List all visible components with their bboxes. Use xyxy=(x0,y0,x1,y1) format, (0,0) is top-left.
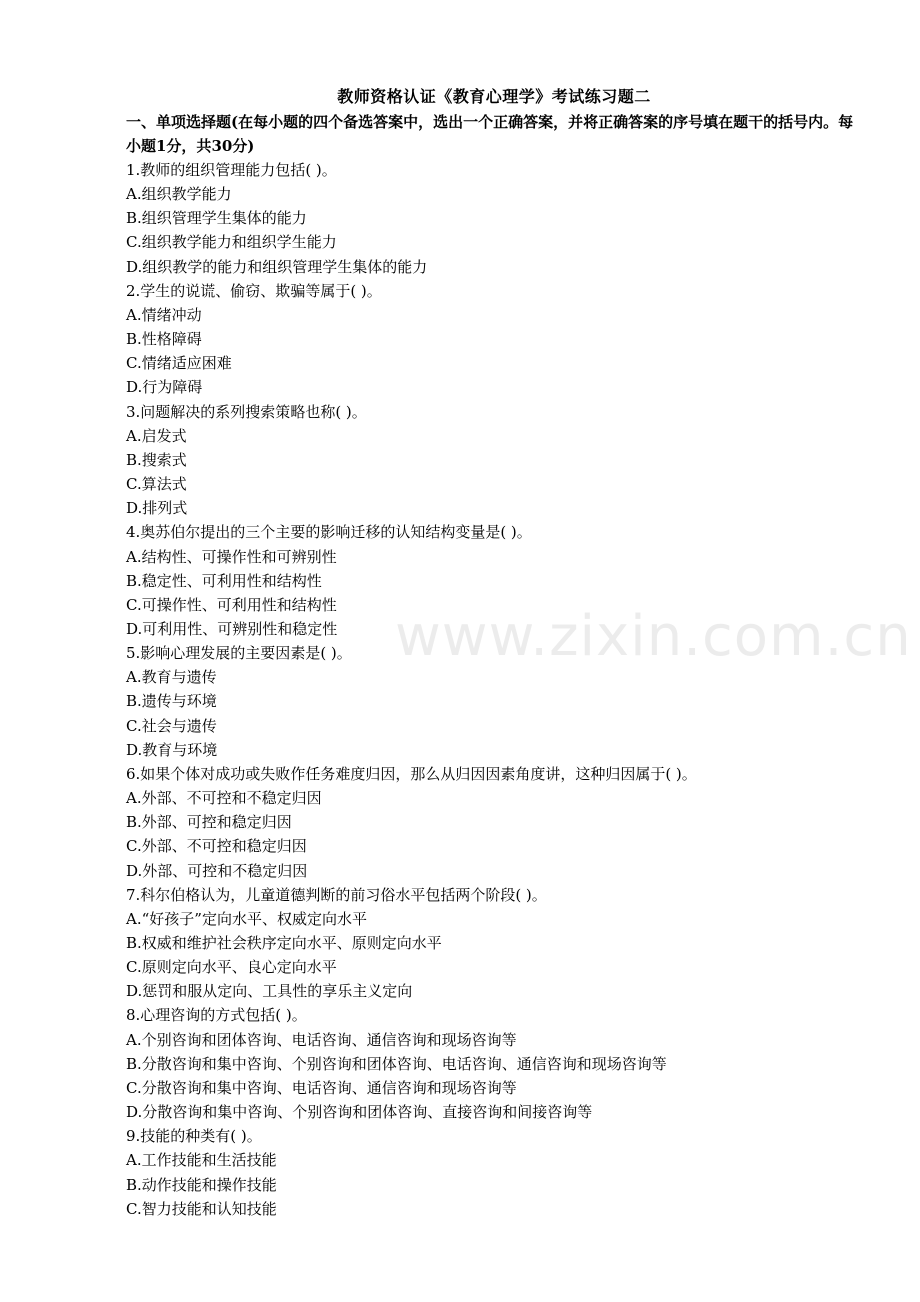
answer-option: B.稳定性、可利用性和结构性 xyxy=(126,571,322,590)
question-item xyxy=(126,400,862,521)
question-stem: 1.教师的组织管理能力包括( )。 xyxy=(126,161,337,179)
answer-option: D.排列式 xyxy=(126,499,188,518)
question-item xyxy=(126,1003,862,1124)
question-item xyxy=(126,520,862,641)
answer-option: D.组织教学的能力和组织管理学生集体的能力 xyxy=(126,257,428,276)
answer-option: C.分散咨询和集中咨询、电话咨询、通信咨询和现场咨询等 xyxy=(126,1078,517,1097)
answer-option: B.分散咨询和集中咨询、个别咨询和团体咨询、电话咨询、通信咨询和现场咨询等 xyxy=(126,1054,667,1073)
answer-option: C.社会与遗传 xyxy=(126,716,217,735)
question-item xyxy=(126,762,862,883)
answer-option: C.情绪适应困难 xyxy=(126,354,232,373)
answer-option: A.教育与遗传 xyxy=(126,668,217,687)
answer-option: D.行为障碍 xyxy=(126,378,203,397)
answer-option: B.动作技能和操作技能 xyxy=(126,1175,277,1194)
question-item xyxy=(126,641,862,762)
question-item xyxy=(126,883,862,1004)
question-stem: 9.技能的种类有( )。 xyxy=(126,1127,262,1146)
question-item xyxy=(126,279,862,400)
question-item xyxy=(126,1124,862,1221)
question-stem: 5.影响心理发展的主要因素是( )。 xyxy=(126,644,352,663)
question-stem: 4.奥苏伯尔提出的三个主要的影响迁移的认知结构变量是( )。 xyxy=(126,523,532,542)
answer-option: C.智力技能和认知技能 xyxy=(126,1199,277,1218)
answer-option: A.外部、不可控和不稳定归因 xyxy=(126,789,322,808)
answer-option: B.组织管理学生集体的能力 xyxy=(126,209,307,228)
answer-option: C.可操作性、可利用性和结构性 xyxy=(126,595,337,614)
answer-option: B.搜索式 xyxy=(126,450,187,469)
answer-option: D.外部、可控和不稳定归因 xyxy=(126,861,308,880)
question-item xyxy=(126,158,862,279)
answer-option: D.分散咨询和集中咨询、个别咨询和团体咨询、直接咨询和间接咨询等 xyxy=(126,1103,593,1122)
question-stem: 8.心理咨询的方式包括( )。 xyxy=(126,1006,307,1025)
answer-option: C.原则定向水平、良心定向水平 xyxy=(126,958,337,977)
answer-option: A.情绪冲动 xyxy=(126,305,202,324)
answer-option: A.组织教学能力 xyxy=(126,185,232,204)
question-list xyxy=(126,158,862,1221)
answer-option: A.“好孩子”定向水平、权威定向水平 xyxy=(126,909,367,928)
answer-option: A.结构性、可操作性和可辨别性 xyxy=(126,547,337,566)
answer-option: B.遗传与环境 xyxy=(126,692,217,711)
answer-option: A.工作技能和生活技能 xyxy=(126,1151,277,1170)
question-stem: 2.学生的说谎、偷窃、欺骗等属于( )。 xyxy=(126,281,382,300)
question-stem: 3.问题解决的系列搜索策略也称( )。 xyxy=(126,402,367,421)
answer-option: A.个别咨询和团体咨询、电话咨询、通信咨询和现场咨询等 xyxy=(126,1030,517,1049)
document-title: 教师资格认证《教育心理学》考试练习题二 xyxy=(337,87,651,106)
answer-option: B.外部、可控和稳定归因 xyxy=(126,813,292,832)
answer-option: D.可利用性、可辨别性和稳定性 xyxy=(126,619,338,638)
answer-option: D.教育与环境 xyxy=(126,740,218,759)
question-stem: 7.科尔伯格认为，儿童道德判断的前习俗水平包括两个阶段( )。 xyxy=(126,885,547,904)
document-page xyxy=(126,86,862,1221)
answer-option: B.性格障碍 xyxy=(126,330,202,349)
answer-option: C.外部、不可控和稳定归因 xyxy=(126,837,307,856)
answer-option: C.算法式 xyxy=(126,475,187,494)
question-stem: 6.如果个体对成功或失败作任务难度归因，那么从归因因素角度讲，这种归因属于( )。 xyxy=(126,764,697,783)
answer-option: A.启发式 xyxy=(126,426,187,445)
answer-option: B.权威和维护社会秩序定向水平、原则定向水平 xyxy=(126,934,442,952)
section-heading: 一、单项选择题(在每小题的四个备选答案中，选出一个正确答案，并将正确答案的序号填在题干的括号内。每小题1分，共30分) xyxy=(126,113,854,155)
answer-option: C.组织教学能力和组织学生能力 xyxy=(126,233,337,252)
watermark: www.zixin.com.cn xyxy=(395,604,912,669)
answer-option: D.惩罚和服从定向、工具性的享乐主义定向 xyxy=(126,982,413,1001)
